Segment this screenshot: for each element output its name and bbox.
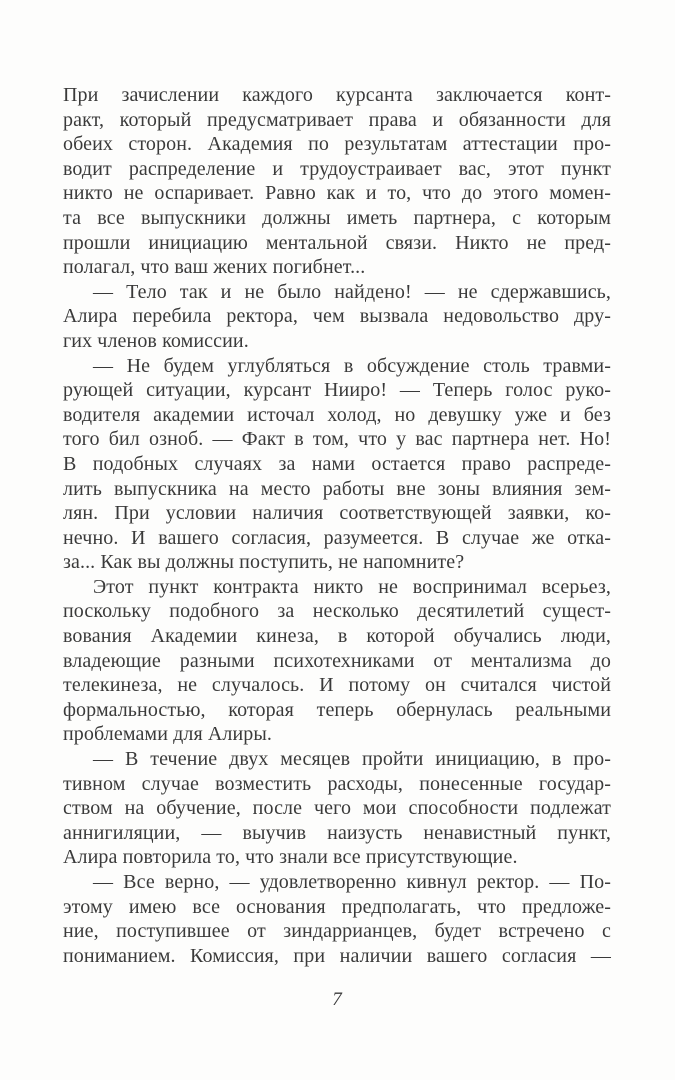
text-line: владеющие разными психотехниками от ментализма до <box>63 649 611 672</box>
text-block <box>63 83 611 968</box>
text-line: телекинеза, не случалось. И потому он считался чистой <box>63 674 611 697</box>
text-line: лян. При условии наличия соответствующей заявки, ко- <box>63 502 611 525</box>
text-line: аннигиляции, — выучив наизусть ненавистный пункт, <box>63 821 611 844</box>
text-line: — В течение двух месяцев пройти инициацию, в про- <box>93 748 611 771</box>
text-line: того бил озноб. — Факт в том, что у вас партнера нет. Но! <box>63 428 611 451</box>
text-line: лить выпускника на место работы вне зоны влияния зем- <box>63 477 611 500</box>
text-line: тивном случае возместить расходы, понесенные государ- <box>63 772 611 795</box>
text-line: та все выпускники должны иметь партнера, с которым <box>63 206 611 229</box>
text-line: рующей ситуации, курсант Нииро! — Теперь голос руко- <box>63 379 611 402</box>
text-line: никто не оспаривает. Равно как и то, что до этого момен- <box>63 182 611 205</box>
text-line: — Не будем углубляться в обсуждение столь травми- <box>93 354 611 377</box>
text-line: водит распределение и трудоустраивает вас, этот пункт <box>63 157 611 180</box>
text-line: водителя академии источал холод, но девушку уже и без <box>63 403 611 426</box>
text-line: Алира перебила ректора, чем вызвала недовольство дру- <box>63 305 611 328</box>
text-line: полагал, что ваш жених погибнет... <box>63 256 366 279</box>
text-line: обеих сторон. Академия по результатам аттестации про- <box>63 133 611 156</box>
text-line: поскольку подобного за несколько десятилетий сущест- <box>63 600 611 623</box>
paragraph <box>63 83 611 280</box>
text-line: При зачислении каждого курсанта заключается конт- <box>63 84 611 106</box>
text-line: прошли инициацию ментальной связи. Никто не пред- <box>63 231 611 254</box>
text-line: ние, поступившее от зиндаррианцев, будет встречено с <box>63 920 611 943</box>
text-line: этому имею все основания предполагать, что предложе- <box>63 895 611 918</box>
text-line: за... Как вы должны поступить, не напомните? <box>63 551 465 574</box>
paragraph <box>63 280 611 354</box>
text-line: Этот пункт контракта никто не воспринимал всерьез, <box>93 575 611 598</box>
text-line: нечно. И вашего согласия, разумеется. В случае же отка- <box>63 526 611 549</box>
paragraph <box>63 747 611 870</box>
text-line: — Все верно, — удовлетворенно кивнул ректор. — По- <box>93 871 611 893</box>
text-line: пониманием. Комиссия, при наличии вашего согласия — <box>63 944 611 967</box>
text-line: — Тело так и не было найдено! — не сдержавшись, <box>93 280 611 303</box>
text-line: вования Академии кинеза, в которой обучались люди, <box>63 625 611 648</box>
text-line: Алира повторила то, что знали все присутствующие. <box>63 846 518 869</box>
text-line: гих членов комиссии. <box>63 329 249 352</box>
text-line: ством на обучение, после чего мои способности подлежат <box>63 797 611 820</box>
text-line: формальностью, которая теперь обернулась реальными <box>63 698 611 721</box>
paragraph <box>63 575 611 747</box>
text-line: ракт, который предусматривает права и обязанности для <box>63 108 611 131</box>
page-number: 7 <box>332 989 342 1010</box>
paragraph <box>63 354 611 575</box>
paragraph <box>63 870 611 968</box>
text-line: В подобных случаях за нами остается право распреде- <box>63 452 611 475</box>
text-line: проблемами для Алиры. <box>63 723 273 746</box>
